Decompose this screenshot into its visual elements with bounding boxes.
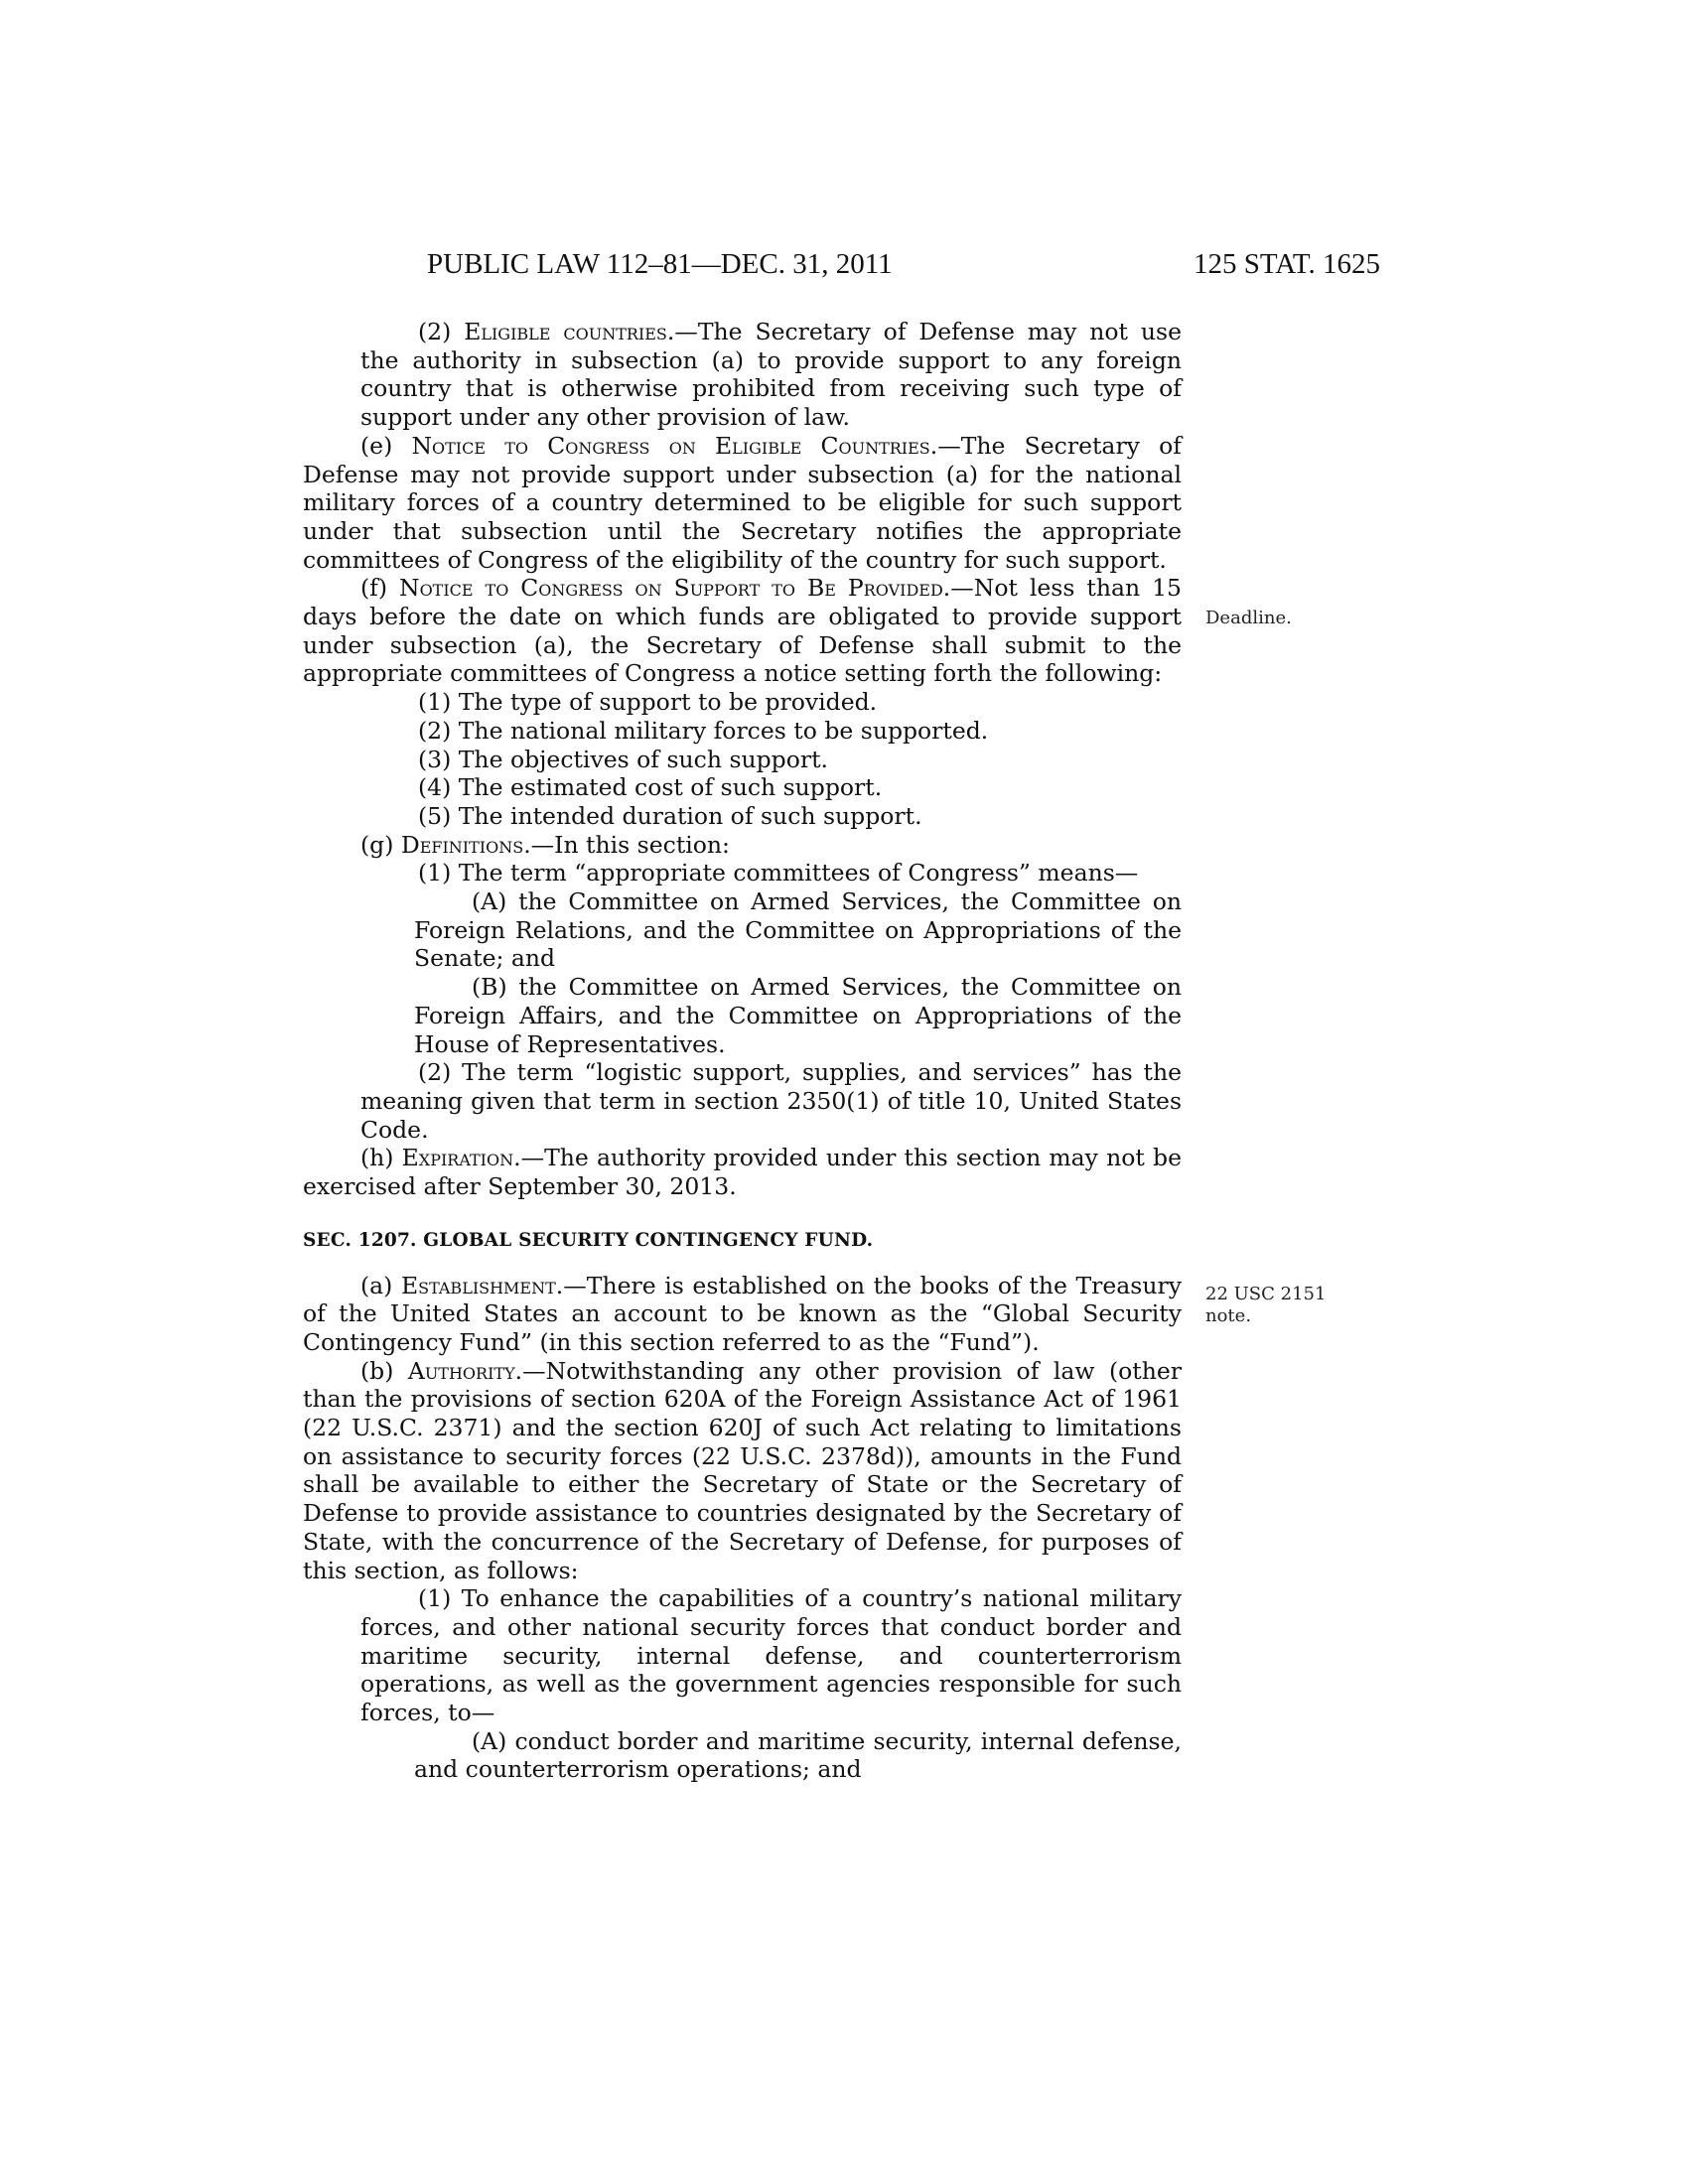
paragraph-a-establishment: (a) Establishment.—There is established on the books of the Treasury of the United States an account to be known as the “Global Security Contingency Fund” (in this section referred to as the “Fund”).	[303, 1271, 1182, 1356]
paragraph-e-notice-eligible-countries: (e) Notice to Congress on Eligible Countries.—The Secretary of Defense may not provide support under subsection (a) for the national military forces of a country determined to be eligible for such support under that subsection until the Secretary notifies the appropriate committees of Congress of the eligibility of the country for such support.	[303, 431, 1183, 574]
list-item-f1: (1) The type of support to be provided.	[418, 688, 878, 717]
list-item-f4: (4) The estimated cost of such support.	[418, 773, 883, 802]
definition-g1a: (A) the Committee on Armed Services, the Committee on Foreign Relations, and the Committee on Appropriations of the Senate; and	[414, 887, 1182, 973]
public-law-citation: PUBLIC LAW 112–81—DEC. 31, 2011	[427, 248, 893, 280]
margin-note-deadline: Deadline.	[1205, 608, 1292, 628]
page-header	[427, 248, 1380, 288]
paragraph-f-notice-support: (f) Notice to Congress on Support to Be Provided.—Not less than 15 days before the date on which funds are obligated to provide support under subsection (a), the Secretary of Defense shall submit to the appropriate committees of Congress a notice setting forth the following:	[303, 574, 1182, 688]
margin-note-usc-line2: note.	[1205, 1305, 1252, 1326]
paragraph-b-authority: (b) Authority.—Notwithstanding any other provision of law (other than the provisions of section 620A of the Foreign Assistance Act of 1961 (22 U.S.C. 2371) and the section 620J of such Act relating to limitations on assistance to security forces (22 U.S.C. 2378d)), amounts in the Fund shall be available to either the Secretary of State or the Secretary of Defense to provide assistance to countries designated by the Secretary of State, with the concurrence of the Secretary of Defense, for purposes of this section, as follows:	[303, 1356, 1182, 1584]
statute-page-number: 125 STAT. 1625	[1193, 248, 1380, 280]
list-item-f2: (2) The national military forces to be supported.	[418, 716, 989, 745]
paragraph-d2-eligible-countries: (2) Eligible countries.—The Secretary of Defense may not use the authority in subsection (a) to provide support to any foreign country that is otherwise prohibited from receiving such type of support under any other provision of law.	[360, 318, 1182, 432]
list-item-f3: (3) The objectives of such support.	[418, 745, 829, 773]
paragraph-h-expiration: (h) Expiration.—The authority provided under this section may not be exercised after September 30, 2013.	[303, 1144, 1182, 1201]
document-body	[303, 318, 1182, 1784]
definition-g1b: (B) the Committee on Armed Services, the Committee on Foreign Affairs, and the Committee on Appropriations of the House of Representatives.	[414, 973, 1182, 1058]
paragraph-b1: (1) To enhance the capabilities of a country’s national military forces, and other national security forces that conduct border and maritime security, internal defense, and counterterrorism operations, as well as the government agencies responsible for such forces, to—	[360, 1584, 1182, 1727]
definition-g1: (1) The term “appropriate committees of Congress” means—	[418, 859, 1139, 887]
paragraph-b1a: (A) conduct border and maritime security, internal defense, and counterterrorism operations; and	[414, 1726, 1182, 1784]
definition-g2: (2) The term “logistic support, supplies, and services” has the meaning given that term in section 2350(1) of title 10, United States Code.	[360, 1058, 1182, 1144]
paragraph-g-definitions: (g) Definitions.—In this section:	[360, 830, 730, 859]
section-heading-1207: SEC. 1207. GLOBAL SECURITY CONTINGENCY FUND.	[303, 1229, 874, 1251]
list-item-f5: (5) The intended duration of such support.	[418, 801, 922, 830]
margin-note-usc-line1: 22 USC 2151	[1205, 1284, 1327, 1304]
